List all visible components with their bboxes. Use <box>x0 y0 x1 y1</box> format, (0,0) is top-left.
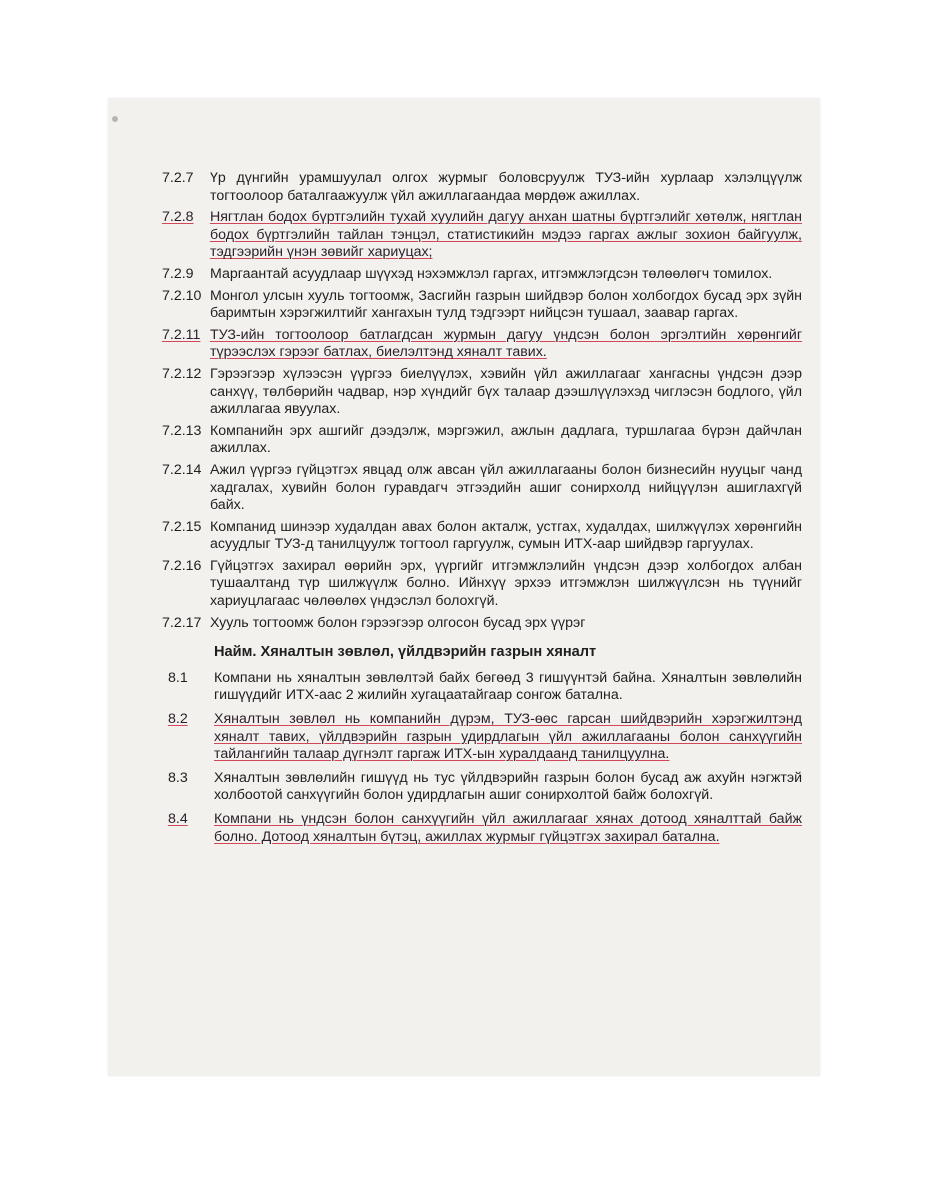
clause-8-4 <box>162 811 802 846</box>
clause-7-2-11 <box>162 327 802 362</box>
clause-number: 8.2 <box>168 711 188 728</box>
clause-text: Монгол улсын хууль тогтоомж, Засгийн газрын шийдвэр болон холбогдох бусад эрх зүйн баримтын хэрэгжилтийг хангахын тулд тэдгээрт нийцсэн тушаал, заавар гаргах. <box>210 287 802 322</box>
clause-text: Компанийн эрх ашгийг дээдэлж, мэргэжил, ажлын дадлага, туршлагаа бүрэн дайчлан ажиллах. <box>210 422 802 457</box>
clause-7-2-14 <box>162 462 802 515</box>
clause-7-2-12 <box>162 366 802 419</box>
clause-text: Хяналтын зөвлөлийн гишүүд нь тус үйлдвэрийн газрын болон бусад аж ахуйн нэгжтэй холбоотой санхүүгийн болон удирдлагын ашиг сонирхолтой байж болохгүй. <box>214 769 802 804</box>
clause-number: 7.2.7 <box>162 170 194 186</box>
clause-number: 8.4 <box>168 811 188 827</box>
clause-7-2-15 <box>162 519 802 554</box>
clause-8-2 <box>162 711 802 764</box>
clause-text: ТУЗ-ийн тогтоолоор батлагдсан журмын дагуу үндсэн болон эргэлтийн хөрөнгийг түрээслэх гэрээг батлах, биелэлтэнд хяналт тавих. <box>210 326 802 361</box>
clause-text: Ажил үүргээ гүйцэтгэх явцад олж авсан үйл ажиллагааны болон бизнесийн нууцыг чанд хадгалах, хувийн болон гуравдагч этгээдийн ашиг сонирхолд нийцүүлэн ашиглахгүй байх. <box>210 461 802 514</box>
clause-text: Нягтлан бодох бүртгэлийн тухай хуулийн дагуу анхан шатны бүртгэлийг хөтөлж, нягтлан бодох бүртгэлийн тайлан тэнцэл, статистикийн мэдээ гаргах ажлыг зохион байгуулж, тэдгээрийн үнэн зөвийг хариуцах; <box>210 209 802 261</box>
clause-text: Компанид шинээр худалдан авах болон акталж, устгах, худалдах, шилжүүлэх хөрөнгийн асуудлыг ТУЗ-д танилцуулж тогтоол гаргуулж, сумын ИТХ-аар шийдвэр гаргуулах. <box>210 518 802 553</box>
clause-text: Гүйцэтгэх захирал өөрийн эрх, үүргийг итгэмжлэлийн үндсэн дээр холбогдох албан тушаалтанд түр шилжүүлж болно. Ийнхүү эрхээ итгэмжлэн шилжүүлсэн нь түүнийг хариуцлагаас чөлөөлөх үндэслэл болохгүй. <box>210 557 802 610</box>
clause-number: 7.2.8 <box>162 209 194 226</box>
clause-number: 7.2.12 <box>162 365 202 382</box>
clause-number: 7.2.14 <box>162 461 202 478</box>
clause-7-2-8 <box>162 209 802 262</box>
clause-number: 7.2.10 <box>162 287 202 304</box>
clause-number: 7.2.16 <box>162 557 202 574</box>
clause-number: 7.2.11 <box>162 326 201 343</box>
section-8-heading: Найм. Хяналтын зөвлөл, үйлдвэрийн газрын хяналт <box>214 644 597 661</box>
clause-7-2-13 <box>162 423 802 458</box>
clause-8-3 <box>162 770 802 805</box>
clause-7-2-16 <box>162 558 802 611</box>
clause-text: Хяналтын зөвлөл нь компанийн дүрэм, ТУЗ-өөс гарсан шийдвэрийн хэрэгжилтэнд хяналт тавих, үйлдвэрийн газрын удирдлагын үйл ажиллагааны болон санхүүгийн тайлангийн талаар дүгнэлт гаргаж ИТХ-ын хуралдаанд танилцуулна. <box>214 711 802 763</box>
clause-7-2-9 <box>162 266 802 284</box>
clause-number: 8.1 <box>168 669 188 686</box>
clause-number: 7.2.9 <box>162 265 194 282</box>
clause-text: Маргаантай асуудлаар шүүхэд нэхэмжлэл гаргах, итгэмжлэгдсэн төлөөлөгч томилох. <box>210 265 773 282</box>
clause-number: 8.3 <box>168 769 188 786</box>
clause-text: Үр дүнгийн урамшуулал олгох журмыг боловсруулж ТУЗ-ийн хурлаар хэлэлцүүлж тогтоолоор баталгаажуулж үйл ажиллагаандаа мөрдөж ажиллах. <box>210 170 802 204</box>
clause-8-1 <box>162 670 802 705</box>
section-7-list <box>162 170 802 632</box>
clause-text: Компани нь үндсэн болон санхүүгийн үйл ажиллагааг хянах дотоод хяналттай байж болно. Дотоод хяналтын бүтэц, ажиллах журмыг гүйцэтгэх захирал батална. <box>214 811 802 845</box>
clause-number: 7.2.17 <box>162 614 202 631</box>
clause-text: Гэрээгээр хүлээсэн үүргээ биелүүлэх, хэвийн үйл ажиллагааг хангасны үндсэн дээр санхүү, төлбөрийн чадвар, нэр хүндийг бүх талаар дээшлүүлэхэд чиглэсэн бодлого, үйл ажиллагаа явуулах. <box>210 365 802 418</box>
clause-7-2-10 <box>162 288 802 323</box>
clause-text: Компани нь хяналтын зөвлөлтэй байх бөгөөд 3 гишүүнтэй байна. Хяналтын зөвлөлийн гишүүдийг ИТХ-аас 2 жилийн хугацаатайгаар сонгож батална. <box>214 669 802 704</box>
clause-7-2-7 <box>162 170 802 205</box>
document-body <box>162 170 802 852</box>
clause-text: Хууль тогтоомж болон гэрээгээр олгосон бусад эрх үүрэг <box>210 614 586 631</box>
clause-7-2-17 <box>162 615 802 633</box>
section-8-list <box>162 670 802 846</box>
clause-number: 7.2.13 <box>162 422 202 439</box>
clause-number: 7.2.15 <box>162 518 202 535</box>
page-mark <box>112 116 118 122</box>
